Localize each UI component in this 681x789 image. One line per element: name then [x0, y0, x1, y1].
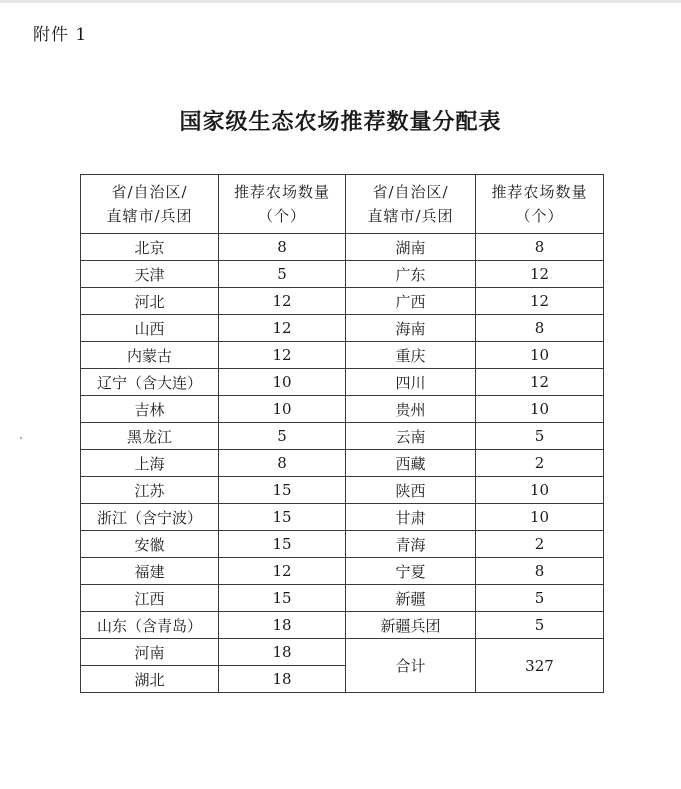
count-cell: 2 — [476, 531, 604, 558]
province-cell: 陕西 — [346, 477, 476, 504]
count-cell: 5 — [219, 261, 346, 288]
table-row — [81, 369, 604, 396]
table-row — [81, 639, 604, 666]
count-cell: 5 — [219, 423, 346, 450]
province-cell: 云南 — [346, 423, 476, 450]
count-cell: 10 — [476, 396, 604, 423]
header-row — [81, 175, 604, 234]
count-cell: 5 — [476, 585, 604, 612]
province-cell: 天津 — [81, 261, 219, 288]
header-count-line1: 推荐农场数量 — [491, 183, 588, 201]
province-cell: 广东 — [346, 261, 476, 288]
count-cell: 12 — [219, 315, 346, 342]
province-cell: 内蒙古 — [81, 342, 219, 369]
province-cell: 贵州 — [346, 396, 476, 423]
table-row — [81, 558, 604, 585]
table-row — [81, 423, 604, 450]
header-count-right — [476, 175, 604, 234]
count-cell: 12 — [219, 558, 346, 585]
province-cell: 宁夏 — [346, 558, 476, 585]
count-cell: 8 — [476, 234, 604, 261]
count-cell: 18 — [219, 639, 346, 666]
count-cell: 10 — [476, 342, 604, 369]
header-province-line2: 直辖市/兵团 — [106, 207, 193, 225]
total-label-cell: 合计 — [346, 639, 476, 693]
province-cell: 新疆兵团 — [346, 612, 476, 639]
province-cell: 重庆 — [346, 342, 476, 369]
count-cell: 12 — [476, 369, 604, 396]
province-cell: 河南 — [81, 639, 219, 666]
header-province-left — [81, 175, 219, 234]
table-row — [81, 585, 604, 612]
attachment-label: 附件 1 — [33, 25, 88, 45]
count-cell: 2 — [476, 450, 604, 477]
table-row — [81, 315, 604, 342]
count-cell: 12 — [476, 288, 604, 315]
province-cell: 江苏 — [81, 477, 219, 504]
count-cell: 15 — [219, 585, 346, 612]
count-cell: 8 — [476, 558, 604, 585]
count-cell: 18 — [219, 612, 346, 639]
count-cell: 8 — [476, 315, 604, 342]
table-row — [81, 288, 604, 315]
count-cell: 12 — [219, 342, 346, 369]
province-cell: 浙江（含宁波） — [81, 504, 219, 531]
page-title: 国家级生态农场推荐数量分配表 — [179, 110, 502, 135]
province-cell: 西藏 — [346, 450, 476, 477]
province-cell: 江西 — [81, 585, 219, 612]
province-cell: 新疆 — [346, 585, 476, 612]
count-cell: 12 — [219, 288, 346, 315]
province-cell: 四川 — [346, 369, 476, 396]
table-row — [81, 612, 604, 639]
table-row — [81, 234, 604, 261]
allocation-table — [80, 174, 604, 693]
table-row — [81, 531, 604, 558]
province-cell: 河北 — [81, 288, 219, 315]
count-cell: 12 — [476, 261, 604, 288]
province-cell: 北京 — [81, 234, 219, 261]
table-row — [81, 342, 604, 369]
header-province-line1: 省/自治区/ — [372, 183, 449, 201]
province-cell: 甘肃 — [346, 504, 476, 531]
count-cell: 15 — [219, 477, 346, 504]
province-cell: 青海 — [346, 531, 476, 558]
table-row — [81, 450, 604, 477]
province-cell: 湖北 — [81, 666, 219, 693]
page-top-edge — [0, 0, 681, 3]
table-row — [81, 261, 604, 288]
table-row — [81, 396, 604, 423]
header-count-line1: 推荐农场数量 — [233, 183, 330, 201]
province-cell: 广西 — [346, 288, 476, 315]
table-row — [81, 477, 604, 504]
header-count-line2: （个） — [515, 207, 564, 225]
count-cell: 15 — [219, 531, 346, 558]
header-count-left — [219, 175, 346, 234]
header-province-line1: 省/自治区/ — [111, 183, 188, 201]
header-province-line2: 直辖市/兵团 — [367, 207, 454, 225]
count-cell: 10 — [476, 477, 604, 504]
count-cell: 5 — [476, 423, 604, 450]
count-cell: 15 — [219, 504, 346, 531]
province-cell: 湖南 — [346, 234, 476, 261]
scan-speck — [20, 437, 22, 439]
province-cell: 吉林 — [81, 396, 219, 423]
count-cell: 10 — [476, 504, 604, 531]
count-cell: 18 — [219, 666, 346, 693]
count-cell: 10 — [219, 396, 346, 423]
province-cell: 安徽 — [81, 531, 219, 558]
count-cell: 8 — [219, 234, 346, 261]
count-cell: 8 — [219, 450, 346, 477]
province-cell: 海南 — [346, 315, 476, 342]
table-row — [81, 504, 604, 531]
province-cell: 黑龙江 — [81, 423, 219, 450]
province-cell: 山东（含青岛） — [81, 612, 219, 639]
province-cell: 上海 — [81, 450, 219, 477]
count-cell: 5 — [476, 612, 604, 639]
province-cell: 山西 — [81, 315, 219, 342]
header-province-right — [346, 175, 476, 234]
total-count-cell: 327 — [476, 639, 604, 693]
count-cell: 10 — [219, 369, 346, 396]
header-count-line2: （个） — [257, 207, 306, 225]
province-cell: 福建 — [81, 558, 219, 585]
province-cell: 辽宁（含大连） — [81, 369, 219, 396]
